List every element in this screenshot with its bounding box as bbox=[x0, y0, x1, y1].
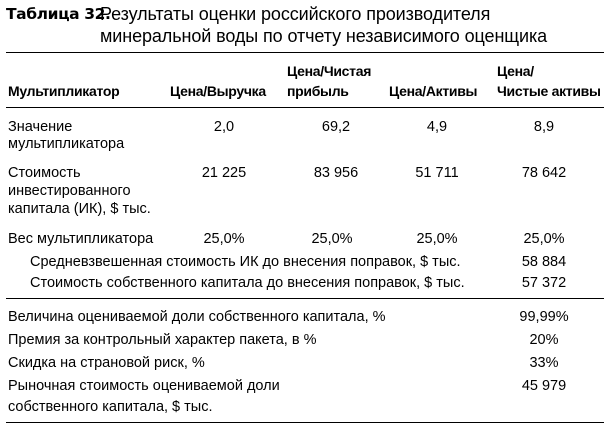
cell-price-net-income: 69,2 bbox=[321, 119, 351, 135]
row-label: Премия за контрольный характер пакета, в % bbox=[8, 332, 317, 348]
header-price-net-income-line-2: прибыль bbox=[287, 83, 349, 99]
cell-price-assets: 51 711 bbox=[415, 165, 459, 181]
cell-price-revenue: 2,0 bbox=[213, 119, 235, 135]
cell-price-revenue: 21 225 bbox=[201, 165, 247, 181]
cell-price-assets: 25,0% bbox=[416, 231, 458, 247]
header-price-net-assets-line-1: Цена/ bbox=[497, 63, 534, 79]
row-label: Стоимость собственного капитала до внесения поправок, $ тыс. bbox=[30, 275, 465, 291]
header-price-revenue: Цена/Выручка bbox=[170, 83, 266, 99]
cell-price-net-assets: 45 979 bbox=[521, 378, 567, 394]
table-top-rule bbox=[6, 52, 604, 53]
row-label: Скидка на страновой риск, % bbox=[8, 355, 205, 371]
cell-price-assets: 4,9 bbox=[426, 119, 448, 135]
cell-price-net-assets: 20% bbox=[529, 332, 559, 348]
row-label: собственного капитала, $ тыс. bbox=[8, 399, 213, 415]
section-rule bbox=[6, 298, 604, 299]
row-label: Стоимость bbox=[8, 165, 81, 181]
cell-price-net-assets: 58 884 bbox=[521, 254, 567, 270]
cell-price-net-income: 25,0% bbox=[311, 231, 353, 247]
table-title-line-1: Результаты оценки российского производителя bbox=[100, 4, 491, 24]
table-caption bbox=[6, 3, 606, 47]
table-number: Таблица 32. bbox=[6, 5, 111, 23]
header-price-net-assets-line-2: Чистые активы bbox=[497, 83, 601, 99]
table-bottom-rule bbox=[6, 422, 604, 423]
row-label: Вес мультипликатора bbox=[8, 231, 154, 247]
header-multiplier: Мультипликатор bbox=[8, 83, 120, 99]
row-label: Рыночная стоимость оцениваемой доли bbox=[8, 378, 280, 394]
header-price-net-income-line-1: Цена/Чистая bbox=[287, 63, 372, 79]
row-label: Средневзвешенная стоимость ИК до внесения поправок, $ тыс. bbox=[30, 254, 461, 270]
cell-price-net-assets: 8,9 bbox=[533, 119, 555, 135]
row-label: капитала (ИК), $ тыс. bbox=[8, 201, 151, 217]
row-label: Величина оцениваемой доли собственного капитала, % bbox=[8, 309, 386, 325]
cell-price-net-assets: 57 372 bbox=[521, 275, 567, 291]
cell-price-net-assets: 99,99% bbox=[519, 309, 569, 325]
cell-price-net-income: 83 956 bbox=[313, 165, 359, 181]
header-bottom-rule bbox=[6, 107, 604, 108]
table-title-line-2: минеральной воды по отчету независимого оценщика bbox=[100, 26, 548, 46]
row-label: Значение bbox=[8, 119, 73, 135]
header-price-assets: Цена/Активы bbox=[389, 83, 478, 99]
cell-price-net-assets: 25,0% bbox=[523, 231, 565, 247]
row-label: мультипликатора bbox=[8, 136, 125, 152]
cell-price-revenue: 25,0% bbox=[203, 231, 245, 247]
cell-price-net-assets: 33% bbox=[529, 355, 559, 371]
cell-price-net-assets: 78 642 bbox=[521, 165, 567, 181]
row-label: инвестированного bbox=[8, 183, 131, 199]
